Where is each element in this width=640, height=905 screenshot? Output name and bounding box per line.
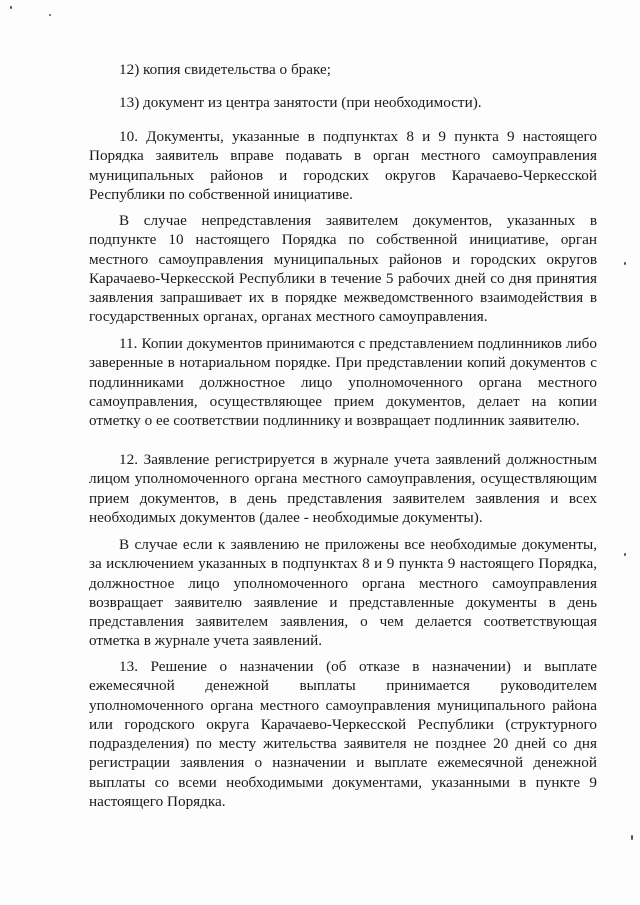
scan-speck	[624, 262, 626, 265]
scan-speck	[631, 835, 633, 840]
clause-13: 13. Решение о назначении (об отказе в назначении) и выплате ежемесячной денежной выплаты принимается руководителем уполномоченного органа местного самоуправления муниципального района или городского округа Карачаево-Черкесской Республики (структурного подразделения) по месту жительства заявителя не позднее 20 дней со дня регистрации заявления о назначении и выплате ежемесячной денежной выплаты со всеми необходимыми документами, указанными в пункте 9 настоящего Порядка.	[89, 658, 597, 811]
scan-speck	[49, 14, 51, 16]
clause-10-nonsubmission: В случае непредставления заявителем документов, указанных в подпункте 10 настоящего Порядка по собственной инициативе, орган местного самоуправления муниципальных районов и городских округов Карачаево-Черкесской Республики в течение 5 рабочих дней со дня принятия заявления запрашивает их в порядке межведомственного взаимодействия в государственных органах, органах местного самоуправления.	[89, 212, 597, 326]
item-employment-center-document: 13) документ из центра занятости (при необходимости).	[119, 94, 482, 111]
scan-speck	[10, 6, 12, 9]
clause-11: 11. Копии документов принимаются с представлением подлинников либо заверенные в нотариальном порядке. При представлении копий документов с подлинниками должностное лицо уполномоченного органа местного самоуправления, осуществляющее прием документов, делает на копии отметку о ее соответствии подлиннику и возвращает подлинник заявителю.	[89, 335, 597, 430]
clause-12: 12. Заявление регистрируется в журнале учета заявлений должностным лицом уполномоченного органа местного самоуправления, осуществляющим прием документов, в день представления заявителем заявления и всех необходимых документов (далее - необходимые документы).	[89, 451, 597, 526]
clause-12-incomplete: В случае если к заявлению не приложены все необходимые документы, за исключением указанных в подпунктах 8 и 9 пункта 9 настоящего Порядка, должностное лицо уполномоченного органа местного самоуправления возвращает заявителю заявление и представленные документы в день представления заявителем заявления, о чем делается соответствующая отметка в журнале учета заявлений.	[89, 536, 597, 650]
scan-speck	[624, 553, 626, 556]
item-marriage-certificate: 12) копия свидетельства о браке;	[119, 61, 331, 78]
clause-10: 10. Документы, указанные в подпунктах 8 и 9 пункта 9 настоящего Порядка заявитель вправе подавать в орган местного самоуправления муниципальных районов и городских округов Карачаево-Черкесской Республики по собственной инициативе.	[89, 128, 597, 203]
